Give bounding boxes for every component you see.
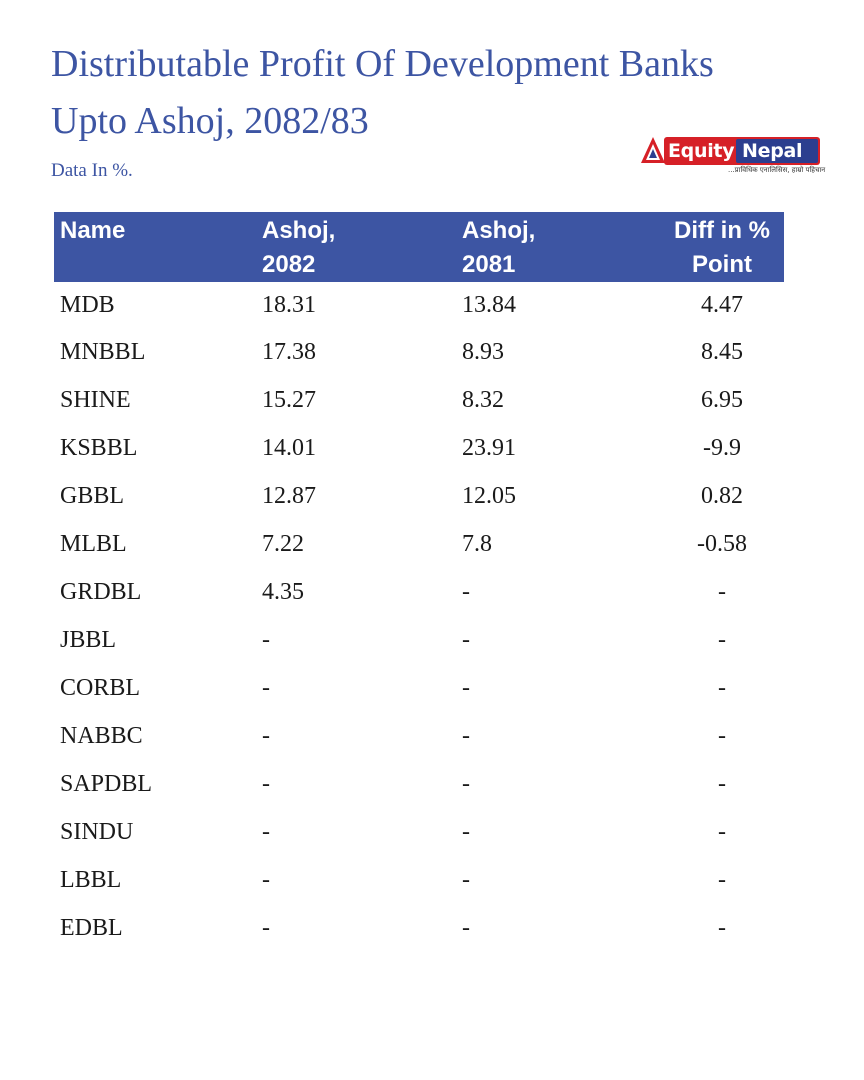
table-body — [54, 282, 784, 952]
header-text: Name — [60, 217, 126, 244]
header-diff-point — [660, 212, 784, 282]
bank-name-cell: MDB — [60, 291, 115, 318]
table-row — [54, 712, 784, 760]
logo-tagline: ...प्राविधिक एनालिसिस, हाम्रो पहिचान — [728, 166, 826, 174]
ashoj-2081-cell: - — [462, 626, 470, 653]
bank-name-cell: GBBL — [60, 482, 125, 509]
logo-badge — [664, 137, 820, 165]
ashoj-2081-cell: - — [462, 770, 470, 797]
ashoj-2081-cell: - — [462, 818, 470, 845]
logo-text-nepal: Nepal — [742, 140, 803, 162]
bank-name-cell: GRDBL — [60, 578, 142, 605]
ashoj-2082-cell: - — [262, 818, 270, 845]
table-row — [54, 282, 784, 328]
logo-text-equity: Equity — [668, 140, 735, 162]
header-ashoj-2082 — [258, 212, 460, 282]
table-header-row — [54, 212, 784, 282]
ashoj-2082-cell: - — [262, 674, 270, 701]
diff-point-cell: - — [718, 770, 726, 797]
diff-point-cell: 4.47 — [701, 291, 743, 318]
header-name — [54, 212, 258, 282]
table-row — [54, 808, 784, 856]
table-row — [54, 568, 784, 616]
ashoj-2081-cell: 8.93 — [462, 338, 504, 365]
bank-name-cell: SINDU — [60, 818, 134, 845]
ashoj-2081-cell: - — [462, 674, 470, 701]
header-text: Diff in % — [674, 217, 770, 244]
ashoj-2082-cell: - — [262, 722, 270, 749]
bank-name-cell: NABBC — [60, 722, 143, 749]
table-row — [54, 424, 784, 472]
table-row — [54, 520, 784, 568]
title-line-1: Distributable Profit Of Development Banks — [51, 43, 714, 85]
diff-point-cell: -0.58 — [697, 530, 747, 557]
diff-point-cell: - — [718, 722, 726, 749]
header-text: Point — [692, 251, 752, 278]
bank-name-cell: MLBL — [60, 530, 127, 557]
ashoj-2082-cell: - — [262, 626, 270, 653]
ashoj-2081-cell: - — [462, 914, 470, 941]
diff-point-cell: -9.9 — [703, 434, 741, 461]
ashoj-2082-cell: 4.35 — [262, 578, 304, 605]
ashoj-2082-cell: 17.38 — [262, 338, 316, 365]
ashoj-2081-cell: 7.8 — [462, 530, 492, 557]
ashoj-2081-cell: 8.32 — [462, 386, 504, 413]
diff-point-cell: - — [718, 818, 726, 845]
ashoj-2081-cell: - — [462, 578, 470, 605]
bank-name-cell: SHINE — [60, 386, 131, 413]
mountain-logo-icon — [640, 136, 666, 164]
table-row — [54, 760, 784, 808]
header-text: 2081 — [462, 251, 516, 278]
ashoj-2082-cell: 15.27 — [262, 386, 316, 413]
diff-point-cell: - — [718, 626, 726, 653]
page-title — [51, 36, 811, 150]
table-row — [54, 856, 784, 904]
title-line-2: Upto Ashoj, 2082/83 — [51, 100, 369, 142]
ashoj-2082-cell: - — [262, 914, 270, 941]
data-unit-note: Data In %. — [51, 160, 133, 181]
distributable-profit-table — [54, 212, 784, 952]
ashoj-2081-cell: 13.84 — [462, 291, 516, 318]
header-text: Ashoj, — [262, 217, 336, 244]
diff-point-cell: 8.45 — [701, 338, 743, 365]
diff-point-cell: - — [718, 866, 726, 893]
ashoj-2082-cell: 14.01 — [262, 434, 316, 461]
table-row — [54, 616, 784, 664]
diff-point-cell: 6.95 — [701, 386, 743, 413]
ashoj-2082-cell: 12.87 — [262, 482, 316, 509]
header-text: Ashoj, — [462, 217, 536, 244]
ashoj-2081-cell: - — [462, 866, 470, 893]
ashoj-2081-cell: 23.91 — [462, 434, 516, 461]
ashoj-2082-cell: - — [262, 770, 270, 797]
ashoj-2082-cell: 18.31 — [262, 291, 316, 318]
bank-name-cell: EDBL — [60, 914, 123, 941]
header-ashoj-2081 — [460, 212, 660, 282]
header-text: 2082 — [262, 251, 316, 278]
bank-name-cell: LBBL — [60, 866, 122, 893]
table-row — [54, 664, 784, 712]
table-row — [54, 376, 784, 424]
bank-name-cell: MNBBL — [60, 338, 146, 365]
diff-point-cell: - — [718, 578, 726, 605]
equity-nepal-logo — [640, 135, 826, 179]
bank-name-cell: CORBL — [60, 674, 141, 701]
bank-name-cell: KSBBL — [60, 434, 138, 461]
diff-point-cell: - — [718, 674, 726, 701]
ashoj-2082-cell: 7.22 — [262, 530, 304, 557]
table-row — [54, 472, 784, 520]
bank-name-cell: SAPDBL — [60, 770, 153, 797]
table-row — [54, 904, 784, 952]
ashoj-2081-cell: 12.05 — [462, 482, 516, 509]
diff-point-cell: - — [718, 914, 726, 941]
ashoj-2082-cell: - — [262, 866, 270, 893]
table-row — [54, 328, 784, 376]
ashoj-2081-cell: - — [462, 722, 470, 749]
diff-point-cell: 0.82 — [701, 482, 743, 509]
bank-name-cell: JBBL — [60, 626, 117, 653]
